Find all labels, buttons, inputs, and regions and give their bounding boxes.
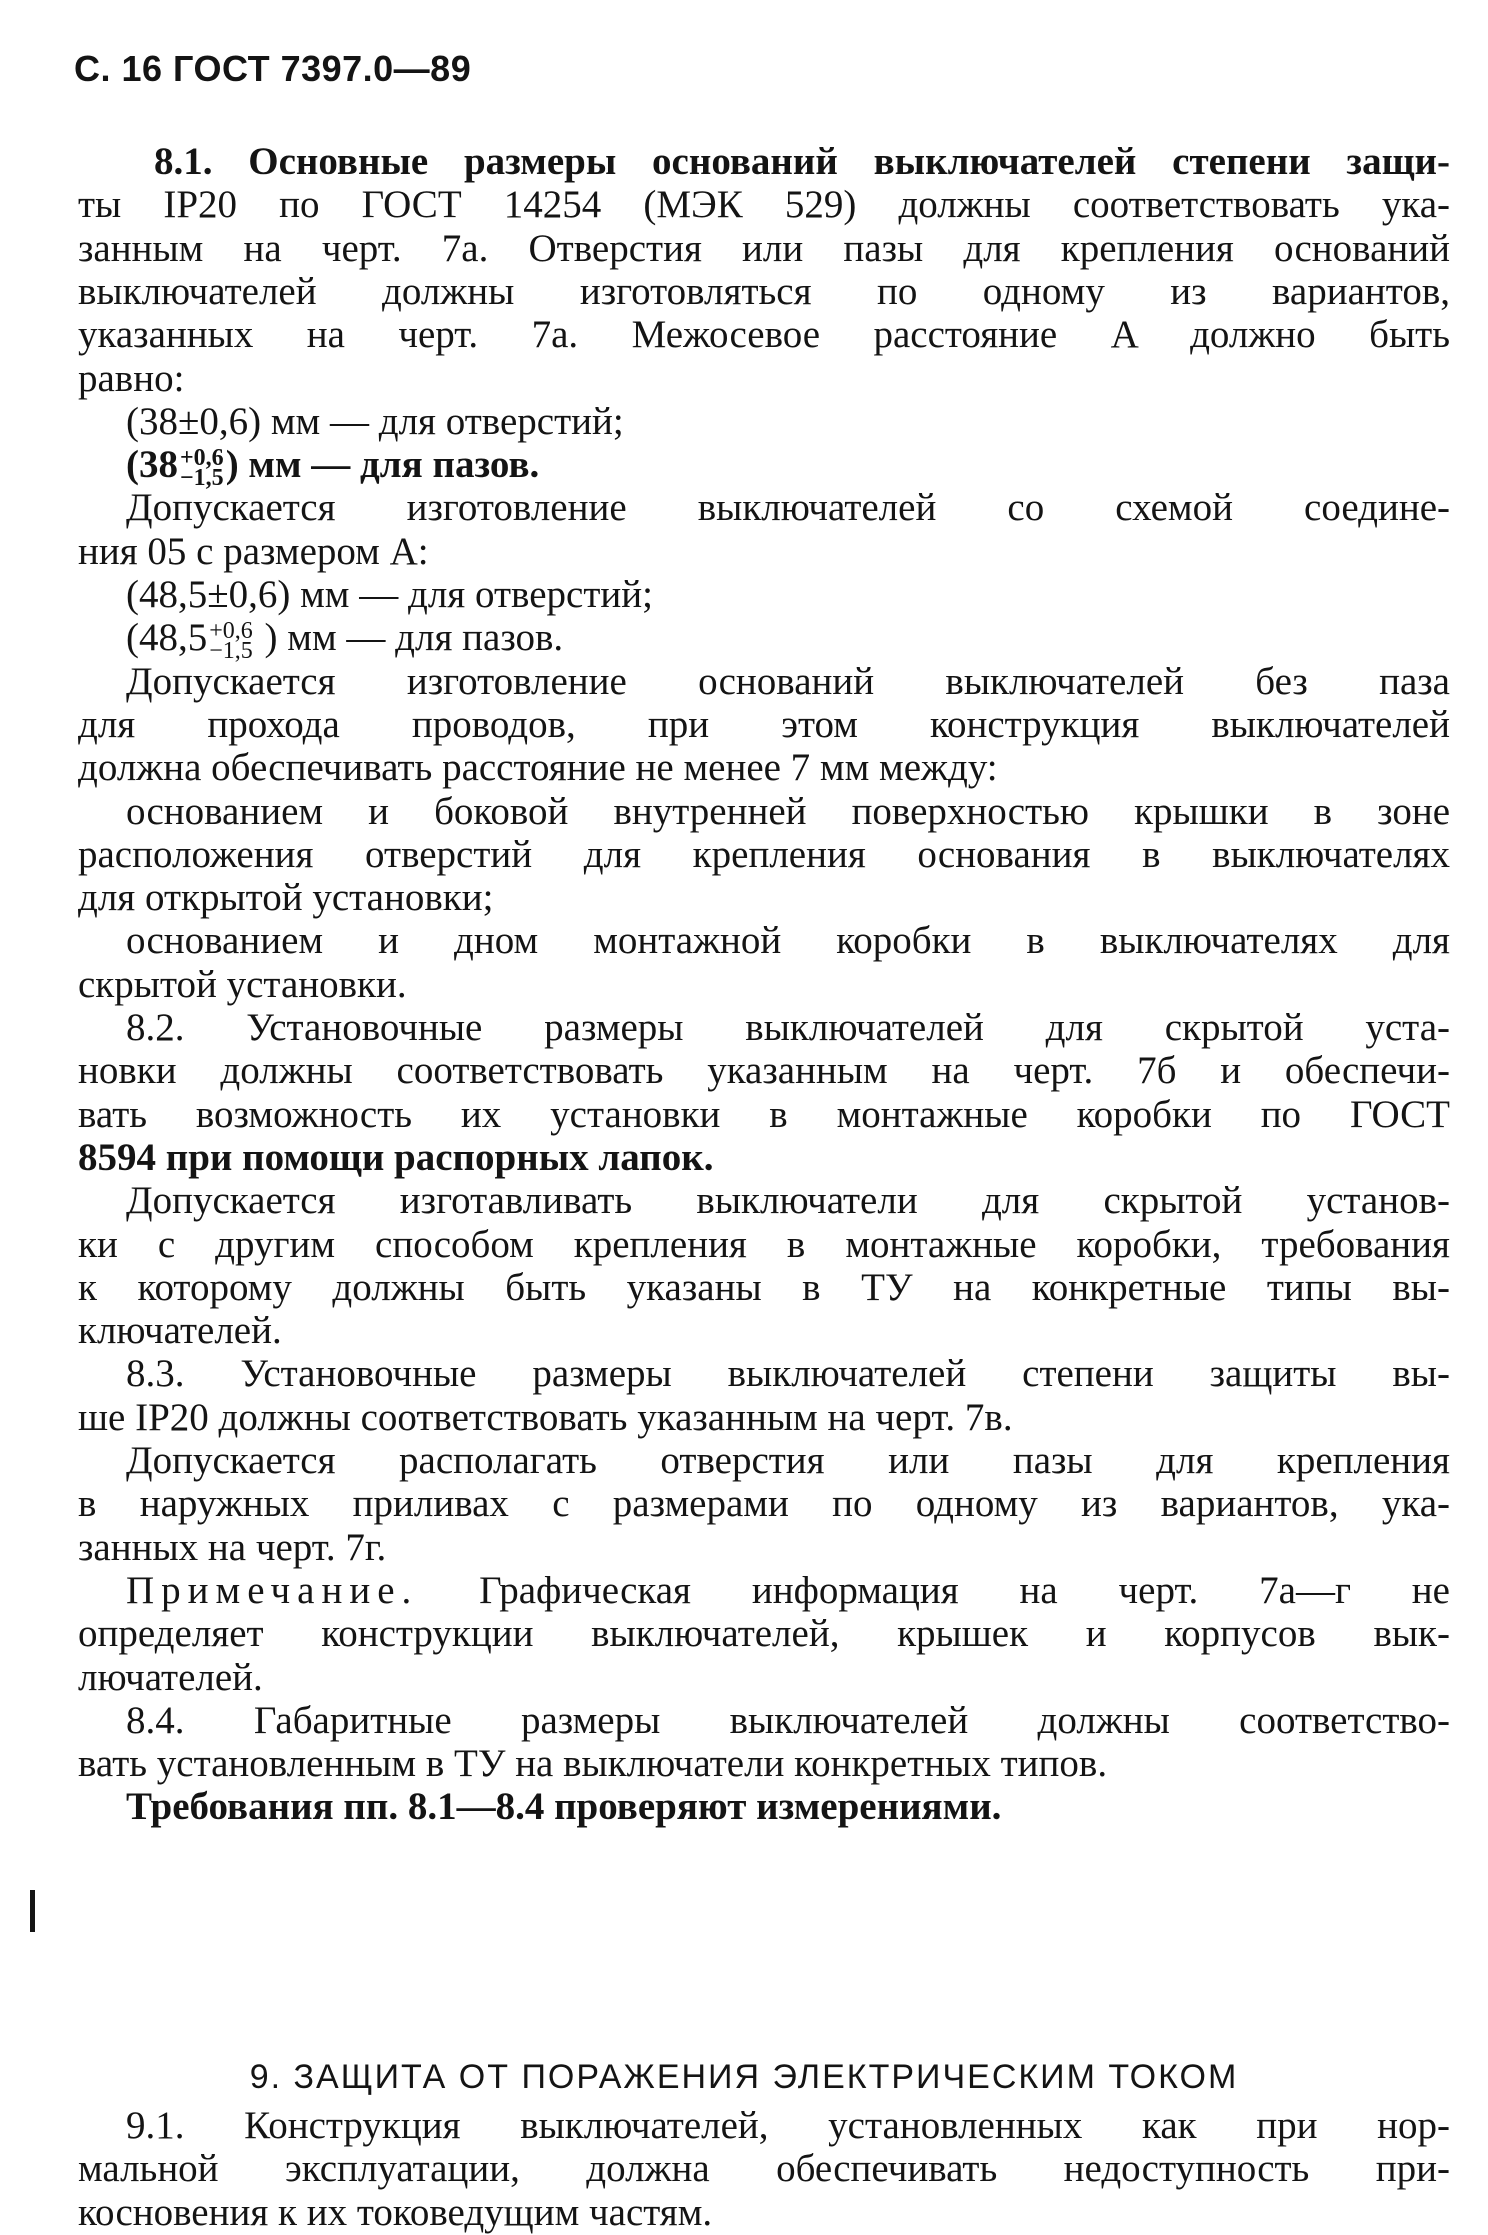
text-line: основанием и дном монтажной коробки в выключателях для <box>126 919 1450 963</box>
text-line: 8.4. Габаритные размеры выключателей должны соответство- <box>126 1698 1450 1742</box>
text-line: (38 +0,6 −1,5 ) мм — для пазов. <box>126 443 540 492</box>
text-line: (48,5±0,6) мм — для отверстий; <box>126 573 653 616</box>
text-line: косновения к их токоведущим частям. <box>78 2190 713 2234</box>
text-line: расположения отверстий для крепления основания в выключателях <box>78 832 1450 876</box>
text-line: ше IP20 должны соответствовать указанным на черт. 7в. <box>78 1395 1013 1439</box>
text-line: занным на черт. 7а. Отверстия или пазы для крепления оснований <box>78 226 1450 270</box>
text-line: определяет конструкции выключателей, крышек и корпусов вык- <box>78 1612 1450 1656</box>
text-line: Допускается изготавливать выключатели для скрытой установ- <box>126 1179 1450 1223</box>
text-line: 9.1. Конструкция выключателей, установленных как при нор- <box>126 2104 1450 2147</box>
text-line: Допускается изготовление оснований выключателей без паза <box>126 659 1450 703</box>
text-line: мальной эксплуатации, должна обеспечивать недоступность при- <box>78 2147 1450 2191</box>
text-line: 8.2. Установочные размеры выключателей для скрытой уста- <box>126 1006 1450 1049</box>
page-header: С. 16 ГОСТ 7397.0—89 <box>74 48 472 89</box>
text-line: для открытой установки; <box>78 876 494 920</box>
text-line: ты IP20 по ГОСТ 14254 (МЭК 529) должны соответствовать ука- <box>78 183 1450 227</box>
text-line: Примечание. Графическая информация на черт. 7а—г не <box>126 1568 1450 1612</box>
text-line: Допускается располагать отверстия или пазы для крепления <box>126 1439 1450 1482</box>
text-line: 8.1. Основные размеры оснований выключателей степени защи- <box>154 140 1450 183</box>
text-line: для прохода проводов, при этом конструкция выключателей <box>78 702 1450 746</box>
tolerance-fraction: +0,6 −1,5 <box>209 618 253 665</box>
text-line: выключателей должны изготовляться по одному из вариантов, <box>78 269 1450 313</box>
text-line: ключателей. <box>78 1309 282 1353</box>
text-line: ния 05 с размером A: <box>78 529 429 573</box>
revision-marker <box>30 1890 35 1932</box>
text-line: в наружных приливах с размерами по одному из вариантов, ука- <box>78 1482 1450 1526</box>
text-line: основанием и боковой внутренней поверхностью крышки в зоне <box>126 789 1450 833</box>
text-line: занных на черт. 7г. <box>78 1525 387 1569</box>
section-title: 9. ЗАЩИТА ОТ ПОРАЖЕНИЯ ЭЛЕКТРИЧЕСКИМ ТОКОМ <box>249 2058 1239 2096</box>
text-line: (48,5 +0,6 −1,5 ) мм — для пазов. <box>126 616 564 665</box>
tolerance-fraction: +0,6 −1,5 <box>180 445 224 492</box>
text-line: указанных на черт. 7а. Межосевое расстояние A должно быть <box>78 313 1450 357</box>
text-line: скрытой установки. <box>78 962 407 1006</box>
text-line: лючателей. <box>78 1655 263 1699</box>
text-line: 8594 при помощи распорных лапок. <box>78 1135 714 1179</box>
text-line: новки должны соответствовать указанным на черт. 7б и обеспечи- <box>78 1049 1450 1093</box>
text-line: должна обеспечивать расстояние не менее 7 мм между: <box>78 746 998 790</box>
text-line: вать возможность их установки в монтажные коробки по ГОСТ <box>78 1092 1450 1136</box>
text-line: к которому должны быть указаны в ТУ на конкретные типы вы- <box>78 1265 1450 1309</box>
text-line: Допускается изготовление выключателей со схемой соедине- <box>126 486 1450 530</box>
text-line: (38±0,6) мм — для отверстий; <box>126 399 624 443</box>
text-line: ки с другим способом крепления в монтажные коробки, требования <box>78 1222 1450 1266</box>
text-line: равно: <box>78 356 185 400</box>
text-line: вать установленным в ТУ на выключатели конкретных типов. <box>78 1742 1108 1786</box>
text-line: Требования пп. 8.1—8.4 проверяют измерениями. <box>126 1785 1002 1829</box>
text-line: 8.3. Установочные размеры выключателей степени защиты вы- <box>126 1352 1450 1396</box>
